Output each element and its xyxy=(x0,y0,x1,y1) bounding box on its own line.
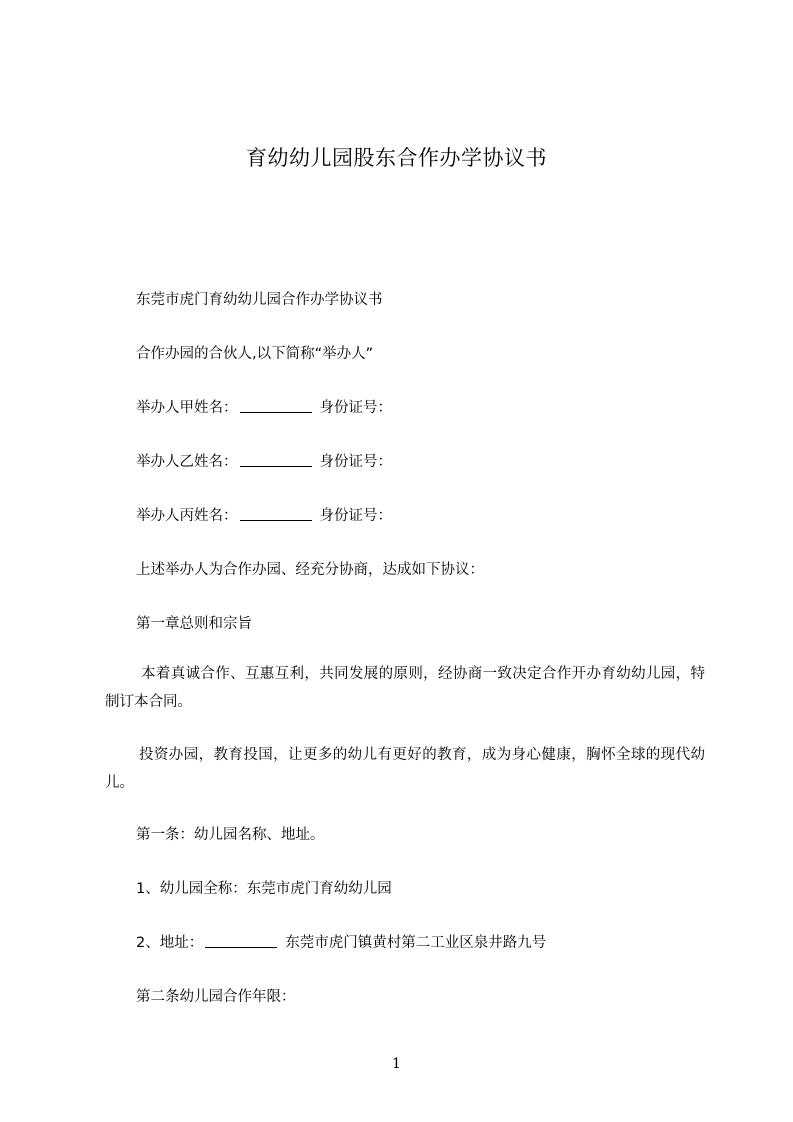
partners-intro: 合作办园的合伙人,以下简称“举办人” xyxy=(136,346,374,362)
partner-b-id-label: 身份证号： xyxy=(319,454,392,470)
partner-a-label: 举办人甲姓名： xyxy=(136,400,238,416)
document-title: 育幼幼儿园股东合作办学协议书 xyxy=(246,146,547,170)
page-number: 1 xyxy=(392,1056,401,1072)
item-2-value: 东莞市虎门镇黄村第二工业区泉井路九号 xyxy=(285,935,547,951)
partner-a-name-blank[interactable] xyxy=(240,398,312,413)
agreement-intro: 上述举办人为合作办园、经充分协商，达成如下协议： xyxy=(136,562,484,578)
partner-c-row xyxy=(136,506,392,526)
partner-c-id-label: 身份证号： xyxy=(319,508,392,524)
partner-b-label: 举办人乙姓名： xyxy=(136,454,238,470)
item-2-label: 2、地址： xyxy=(136,935,204,951)
partner-c-label: 举办人丙姓名： xyxy=(136,508,238,524)
chapter-1-heading: 第一章总则和宗旨 xyxy=(136,616,252,632)
partner-b-row xyxy=(136,452,392,472)
item-1-fullname: 1、幼儿园全称：东莞市虎门育幼幼儿园 xyxy=(136,881,392,897)
article-2-heading: 第二条幼儿园合作年限： xyxy=(136,989,296,1005)
paragraph-principle: 本着真诚合作、互惠互利，共同发展的原则，经协商一致决定合作开办育幼幼儿园，特制订本合同。 xyxy=(105,666,705,710)
address-blank[interactable] xyxy=(205,933,277,948)
paragraph-purpose: 投资办园，教育投国，让更多的幼儿有更好的教育，成为身心健康，胸怀全球的现代幼儿。 xyxy=(105,747,705,791)
partner-a-row xyxy=(136,398,392,418)
partner-a-id-label: 身份证号： xyxy=(319,400,392,416)
partner-b-name-blank[interactable] xyxy=(240,452,312,467)
item-2-address-row xyxy=(136,933,546,953)
article-1-heading: 第一条：幼儿园名称、地址。 xyxy=(136,827,325,843)
heading-line: 东莞市虎门育幼幼儿园合作办学协议书 xyxy=(136,292,383,308)
partner-c-name-blank[interactable] xyxy=(240,506,312,521)
